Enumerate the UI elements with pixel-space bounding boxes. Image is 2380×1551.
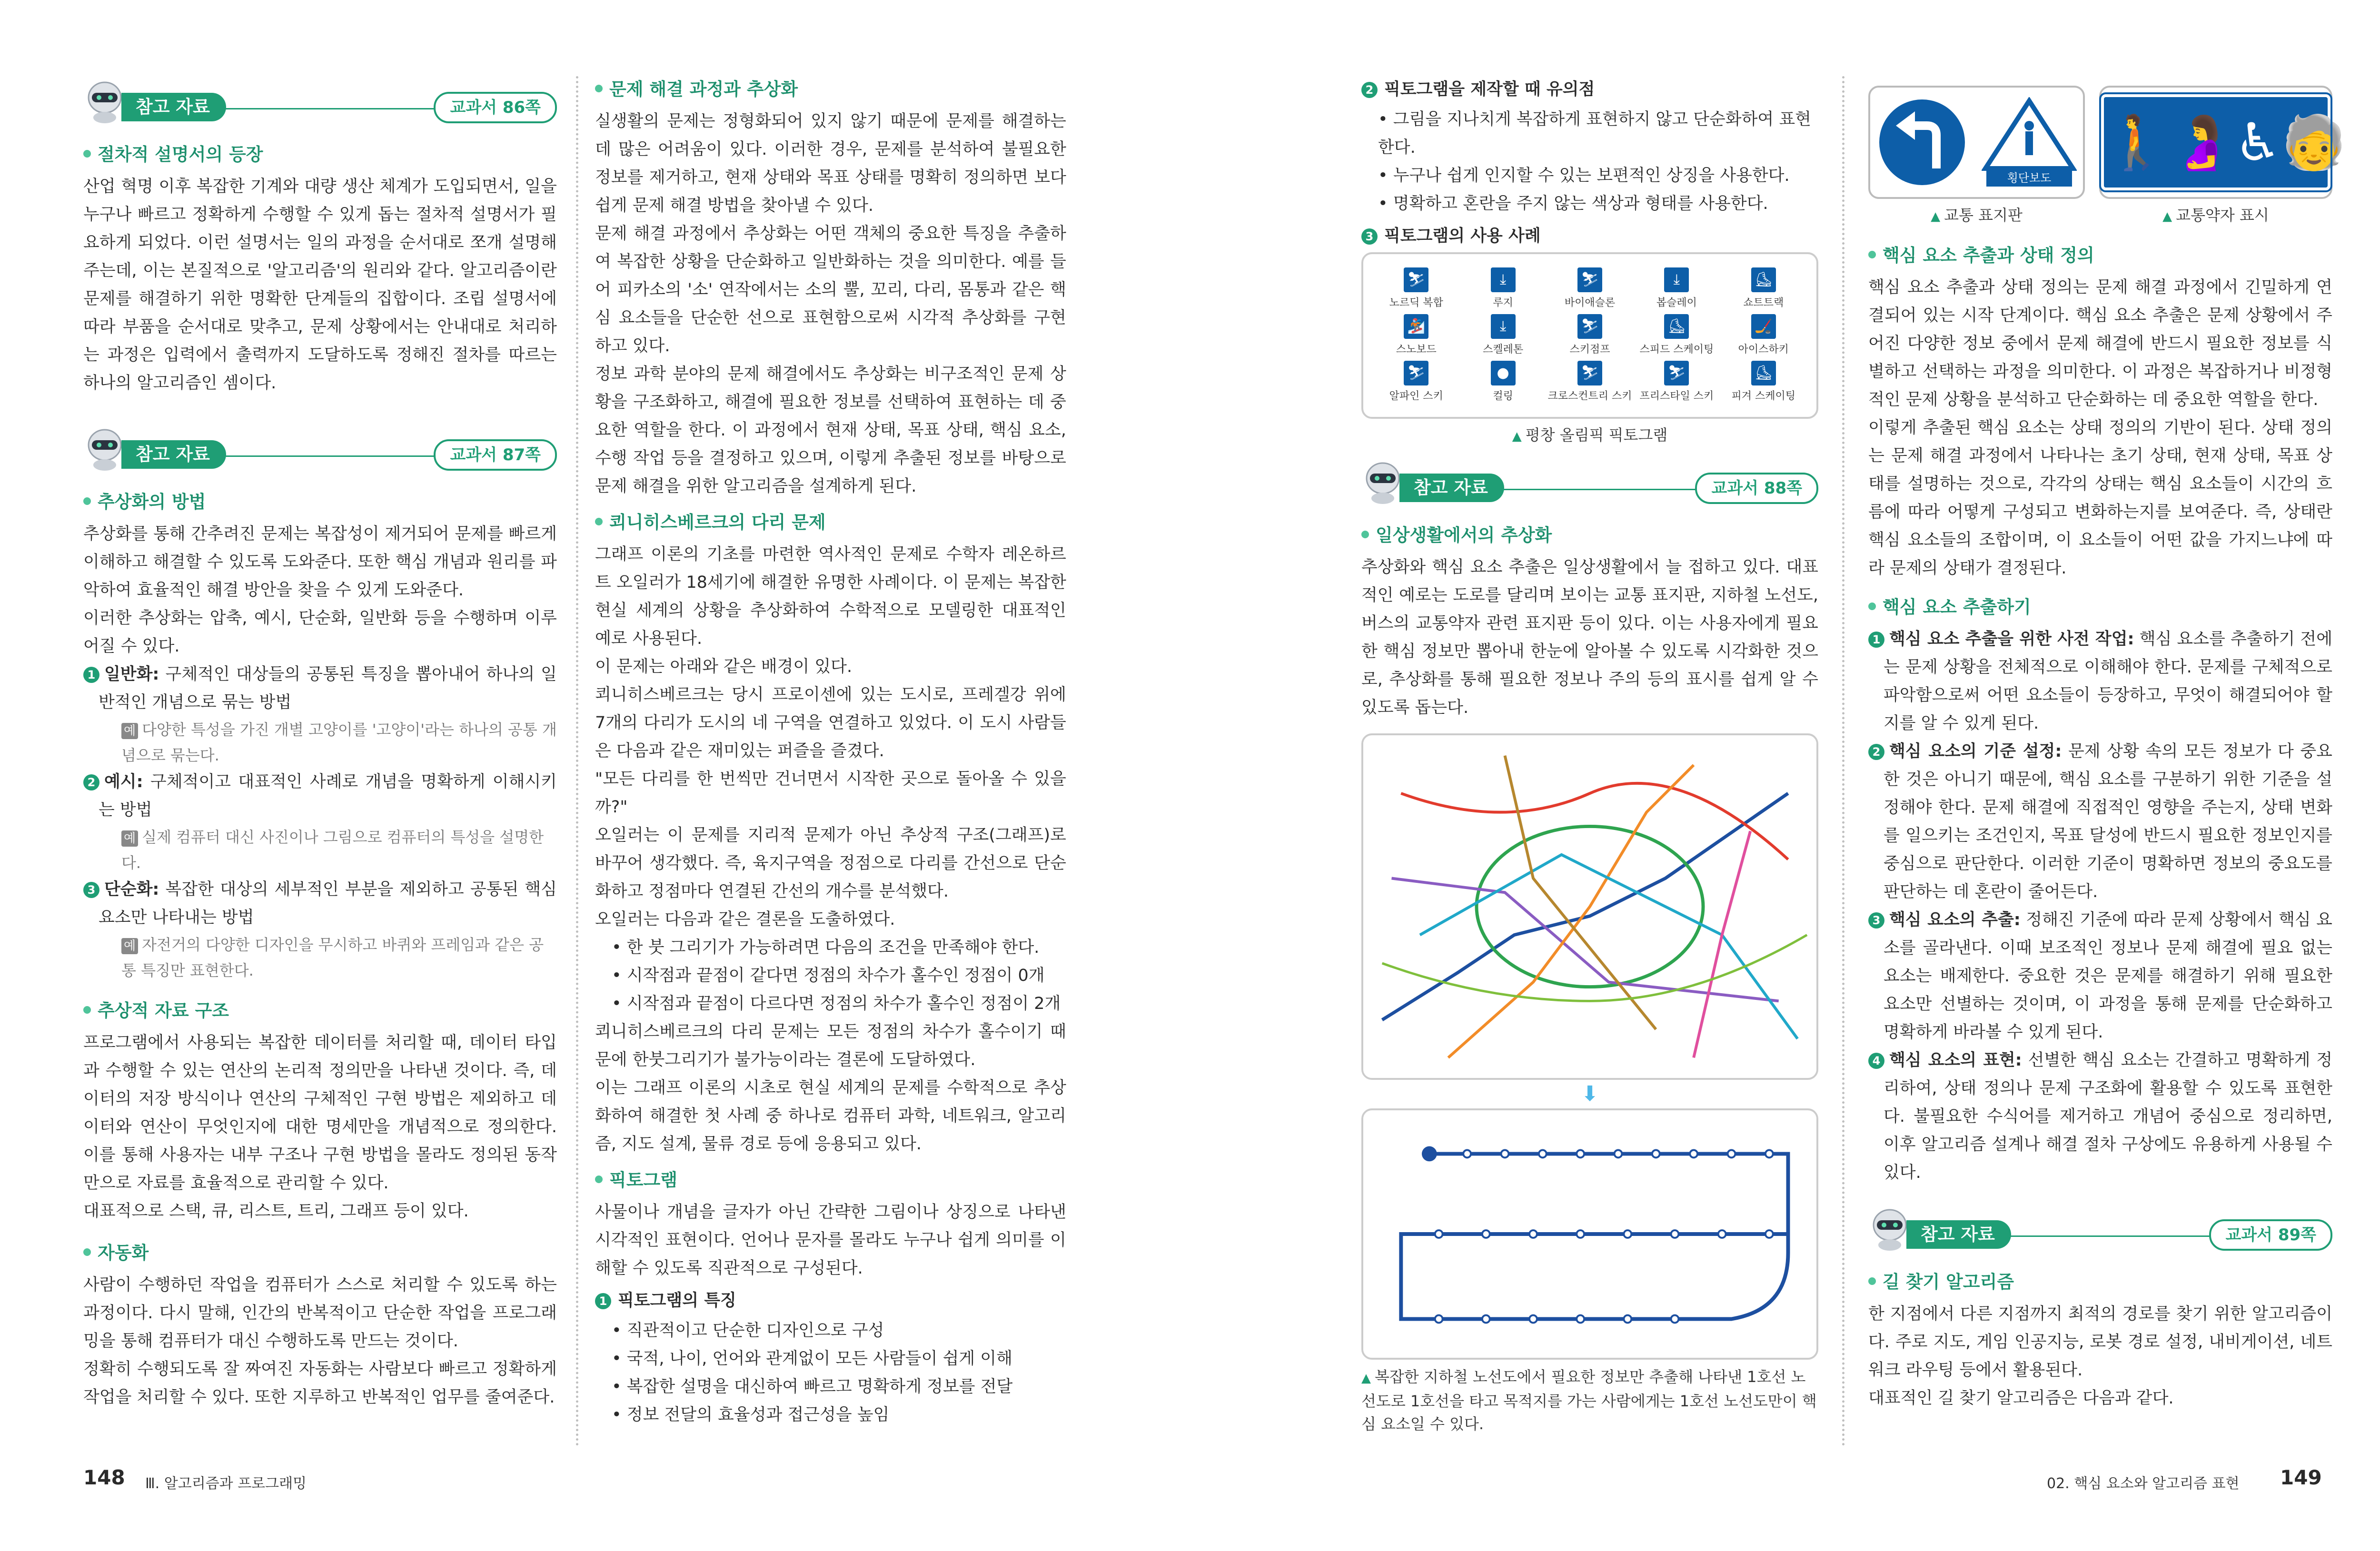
figure-caption: ▲ 교통 표지판 <box>1931 206 2023 224</box>
figure-skating-icon: ⛸ <box>1751 361 1776 385</box>
traffic-sign-figure <box>1868 86 2085 228</box>
list-item: 2 핵심 요소의 기준 설정: 문제 상황 속의 모든 정보가 다 중요한 것은 아니기 때문에, 핵심 요소를 구분하기 위한 기준을 설정해야 한다. 문제 해결에 직접적인 영향을 주는지, 상태 변화를 일으키는 조건인지, 목표 달성에 반드시 필요한 정보인지를 중심으로 판단한다. 이러한 기준이 명확하면 정보의 중요도를 판단하는 데 혼란이 줄어든다. <box>1884 738 2332 906</box>
skeleton-icon: ⤓ <box>1491 314 1516 339</box>
paragraph: 사람이 수행하던 작업을 컴퓨터가 스스로 처리할 수 있도록 하는 과정이다. 다시 말해, 인간의 반복적이고 단순한 작업을 프로그래밍을 통해 컴퓨터가 대신 수행하도록 만드는 것이다. <box>83 1275 557 1351</box>
pictogram: ⛷ 프리스타일 스키 <box>1633 361 1720 404</box>
speed-skating-icon: ⛸ <box>1664 314 1689 339</box>
paragraph: 산업 혁명 이후 복잡한 기계와 대량 생산 체계가 도입되면서, 일을 누구나 빠르고 정확하게 수행할 수 있게 돕는 절차적 설명서가 필요하게 되었다. 이런 설명서는 일의 과정을 순서대로 쪼개 설명해주는데, 이는 본질적으로 '알고리즘'의 원리와 같다. 알고리즘이란 문제를 해결하기 위한 명확한 단계들의 집합이다. 조립 설명서에 따라 부품을 순서대로 맞추고, 문제 상황에서는 안내대로 처리하는 과정은 입력에서 출력까지 도달하도록 정해진 절차를 따르는 하나의 알고리즘인 셈이다. <box>83 177 557 393</box>
pictogram: ⛷ 스키점프 <box>1547 314 1633 357</box>
elderly-icon: 🧓 <box>2281 111 2347 173</box>
paragraph: 한 지점에서 다른 지점까지 최적의 경로를 찾기 위한 알고리즘이다. 주로 지도, 게임 인공지능, 로봇 경로 설정, 내비게이션, 네트워크 라우팅 등에서 활용된다. <box>1868 1304 2332 1380</box>
bullet-item: • 그림을 지나치게 복잡하게 표현하지 않고 단순화하여 표현한다. <box>1378 106 1818 162</box>
pictogram: ⛸ 스피드 스케이팅 <box>1633 314 1720 357</box>
subway-map-full <box>1361 733 1818 1080</box>
section-heading: 자동화 <box>83 1240 557 1266</box>
paragraph: 그래프 이론의 기초를 마련한 역사적인 문제로 수학자 레온하르트 오일러가 18세기에 해결한 유명한 사례이다. 이 문제는 복잡한 현실 세계의 상황을 추상화하여 수학적으로 모델링한 대표적인 예로 사용된다. <box>595 545 1066 648</box>
pictogram: ⤓ 봅슬레이 <box>1633 267 1720 310</box>
left-turn-sign-icon <box>1877 97 1967 188</box>
textbook-page-ref: 교과서 88쪽 <box>1695 473 1818 504</box>
example-note: 예 자전거의 다양한 디자인을 무시하고 바퀴와 프레임과 같은 공통 특징만 표현한다. <box>121 936 544 979</box>
paragraph: 정확히 수행되도록 잘 짜여진 자동화는 사람보다 빠르고 정확하게 작업을 처리할 수 있다. 또한 지루하고 반복적인 업무를 줄여준다. <box>83 1360 557 1407</box>
example-note: 예 실제 컴퓨터 대신 사진이나 그림으로 컴퓨터의 특성을 설명한다. <box>121 828 544 872</box>
bullet-item: • 정보 전달의 효율성과 접근성을 높임 <box>612 1401 1066 1429</box>
sign-images <box>1868 86 2347 228</box>
pictogram: ● 컬링 <box>1459 361 1546 404</box>
figure-caption: ▲ 복잡한 지하철 노선도에서 필요한 정보만 추출해 나타낸 1호선 노선도로 1호선을 타고 목적지를 가는 사람에게는 1호선 노선도만이 핵심 요소일 수 있다. <box>1361 1368 1817 1433</box>
textbook-page-ref: 교과서 87쪽 <box>434 439 557 471</box>
left-page-column-2 <box>595 76 1066 1429</box>
page-footer: Ⅲ. 알고리즘과 프로그래밍 <box>145 1475 307 1492</box>
short-track-icon: ⛸ <box>1751 267 1776 292</box>
figure-caption: ▲ 평창 올림픽 픽토그램 <box>1512 426 1668 444</box>
pregnant-icon: 🤰 <box>2169 111 2234 173</box>
paragraph: 오일러는 다음과 같은 결론을 도출하였다. <box>595 910 895 929</box>
luge-icon: ⤓ <box>1491 267 1516 292</box>
reference-banner <box>1361 459 1818 512</box>
section-heading: 일상생활에서의 추상화 <box>1361 522 1818 549</box>
accessibility-symbols-icon <box>2101 94 2347 190</box>
bullet-item: • 명확하고 혼란을 주지 않는 색상과 형태를 사용한다. <box>1378 190 1818 218</box>
alpine-ski-icon: ⛷ <box>1404 361 1428 385</box>
robot-icon <box>1868 1206 1911 1251</box>
pictogram: ⛸ 쇼트트랙 <box>1720 267 1807 310</box>
pictogram: ⛷ 알파인 스키 <box>1373 361 1459 404</box>
pictogram-grid <box>1361 252 1818 419</box>
textbook-page-ref: 교과서 89쪽 <box>2209 1219 2332 1251</box>
accessibility-sign-figure <box>2099 86 2347 228</box>
list-item: 3 핵심 요소의 추출: 정해진 기준에 따라 문제 상황에서 핵심 요소를 골라낸다. 이때 보조적인 정보나 문제 해결에 필요 없는 요소는 배제한다. 중요한 것은 문제를 해결하기 위해 필요한 요소만 선별하는 것이며, 이 과정을 통해 문제를 단순화하고 명확하게 바라볼 수 있게 된다. <box>1884 906 2332 1047</box>
left-page-column-1 <box>83 79 557 1412</box>
bullet-item: • 복잡한 설명을 대신하여 빠르고 명확하게 정보를 전달 <box>612 1373 1066 1401</box>
paragraph: 사물이나 개념을 글자가 아닌 간략한 그림이나 상징으로 나타낸 시각적인 표현이다. 언어나 문자를 몰라도 누구나 쉽게 의미를 이해할 수 있도록 직관적으로 구성된다. <box>595 1203 1066 1278</box>
paragraph: 실생활의 문제는 정형화되어 있지 않기 때문에 문제를 해결하는 데 많은 어려움이 있다. 이러한 경우, 문제를 분석하여 불필요한 정보를 제거하고, 현재 상태와 목표 상태를 명확히 정의하면 보다 쉽게 문제 해결 방법을 찾아낼 수 있다. <box>595 112 1066 215</box>
paragraph: 이는 그래프 이론의 시초로 현실 세계의 문제를 수학적으로 추상화하여 해결한 첫 사례 중 하나로 컴퓨터 과학, 네트워크, 알고리즘, 지도 설계, 물류 경로 등에 응용되고 있다. <box>595 1078 1066 1154</box>
person-icon: 🚶 <box>2104 111 2169 173</box>
section-heading: 추상적 자료 구조 <box>83 998 557 1024</box>
bullet-item: • 한 붓 그리기가 가능하려면 다음의 조건을 만족해야 한다. <box>612 934 1066 962</box>
subway-line1-map <box>1361 1108 1818 1360</box>
pictogram: ⤓ 스켈레톤 <box>1459 314 1546 357</box>
sub-heading: 1 픽토그램의 특징 <box>595 1287 1066 1314</box>
cross-country-ski-icon: ⛷ <box>1577 361 1602 385</box>
page-footer: 02. 핵심 요소와 알고리즘 표현 <box>2047 1475 2240 1492</box>
paragraph: 이러한 추상화는 압축, 예시, 단순화, 일반화 등을 수행하며 이루어질 수 있다. <box>83 609 557 656</box>
column-divider <box>576 76 578 1447</box>
robot-icon <box>1361 459 1404 504</box>
paragraph: 문제 해결 과정에서 추상화는 어떤 객체의 중요한 특징을 추출하여 복잡한 상황을 단순화하고 일반화하는 것을 의미한다. 예를 들어 피카소의 '소' 연작에서는 소의 뿔, 꼬리, 다리, 몸통과 같은 핵심 요소들을 단순한 선으로 표현함으로써 시각적 추상화를 구현하고 있다. <box>595 224 1066 356</box>
paragraph: 핵심 요소 추출과 상태 정의는 문제 해결 과정에서 긴밀하게 연결되어 있는 시작 단계이다. 핵심 요소 추출은 문제 상황에서 주어진 다양한 정보 중에서 문제 해결에 반드시 필요한 정보를 식별하고 선택하는 과정을 의미한다. 이 과정은 복잡하거나 비정형적인 문제 상황을 분석하고 단순화하는 데 중요한 역할을 한다. <box>1868 278 2332 409</box>
textbook-page-ref: 교과서 86쪽 <box>434 92 557 123</box>
down-arrow-icon: ⬇ <box>1581 1082 1599 1106</box>
crosswalk-sign-icon <box>1982 97 2077 188</box>
pictogram: ⛸ 피겨 스케이팅 <box>1720 361 1807 404</box>
section-heading: 픽토그램 <box>595 1167 1066 1194</box>
pictogram: 🏒 아이스하키 <box>1720 314 1807 357</box>
reference-label: 참고 자료 <box>121 93 226 121</box>
reference-label: 참고 자료 <box>121 440 226 469</box>
reference-banner <box>1868 1206 2332 1258</box>
bullet-item: • 국적, 나이, 언어와 관계없이 모든 사람들이 쉽게 이해 <box>612 1345 1066 1373</box>
pictogram: ⛷ 노르딕 복합 <box>1373 267 1459 310</box>
section-heading: 길 찾기 알고리즘 <box>1868 1269 2332 1295</box>
ice-hockey-icon: 🏒 <box>1751 314 1776 339</box>
quote: "모든 다리를 한 번씩만 건너면서 시작한 곳으로 돌아올 수 있을까?" <box>595 770 1066 817</box>
paragraph: 추상화와 핵심 요소 추출은 일상생활에서 늘 접하고 있다. 대표적인 예로는 도로를 달리며 보이는 교통 표지판, 지하철 노선도, 버스의 교통약자 관련 표지판 등이 있다. 이는 사용자에게 필요한 핵심 정보만 뽑아내 한눈에 알아볼 수 있도록 시각화한 것으로, 추상화를 통해 필요한 정보나 주의 등의 표시를 쉽게 알 수 있도록 돕는다. <box>1361 558 1818 717</box>
page-number: 148 <box>83 1466 125 1489</box>
right-page-column-1 <box>1361 76 1818 1435</box>
section-heading: 핵심 요소 추출하기 <box>1868 594 2332 621</box>
reference-label: 참고 자료 <box>1906 1220 2011 1249</box>
page-number: 149 <box>2280 1466 2322 1489</box>
list-item: 1 일반화: 구체적인 대상들의 공통된 특징을 뽑아내어 하나의 일반적인 개념으로 묶는 방법 <box>99 661 557 717</box>
list-item: 4 핵심 요소의 표현: 선별한 핵심 요소는 간결하고 명확하게 정리하여, 상태 정의나 문제 구조화에 활용할 수 있도록 표현한다. 불필요한 수식어를 제거하고 개념어 중심으로 정리하면, 이후 알고리즘 설계나 해결 절차 구상에도 유용하게 사용될 수 있다. <box>1884 1047 2332 1187</box>
pictogram: ⤓ 루지 <box>1459 267 1546 310</box>
bullet-item: • 누구나 쉽게 인지할 수 있는 보편적인 상징을 사용한다. <box>1378 162 1818 190</box>
paragraph: 오일러는 이 문제를 지리적 문제가 아닌 추상적 구조(그래프)로 바꾸어 생각했다. 즉, 육지구역을 정점으로 다리를 간선으로 단순화하고 정점마다 연결된 간선의 개수를 분석했다. <box>595 826 1066 901</box>
section-heading: 문제 해결 과정과 추상화 <box>595 76 1066 103</box>
pictogram: ⛷ 바이애슬론 <box>1547 267 1633 310</box>
paragraph: 프로그램에서 사용되는 복잡한 데이터를 처리할 때, 데이터 타입과 수행할 수 있는 연산의 논리적 정의만을 나타낸 것이다. 즉, 데이터의 저장 방식이나 연산의 구체적인 구현 방법은 제외하고 데이터와 연산이 무엇인지에 대한 명세만을 개념적으로 정의한다. 이를 통해 사용자는 내부 구조나 구현 방법을 몰라도 정의된 동작만으로 자료를 효율적으로 관리할 수 있다. <box>83 1033 557 1193</box>
paragraph: 쾨니히스베르크의 다리 문제는 모든 정점의 차수가 홀수이기 때문에 한붓그리기가 불가능이라는 결론에 도달하였다. <box>595 1022 1066 1069</box>
ski-jump-icon: ⛷ <box>1577 314 1602 339</box>
paragraph: 추상화를 통해 간추려진 문제는 복잡성이 제거되어 문제를 빠르게 이해하고 해결할 수 있도록 도와준다. 또한 핵심 개념과 원리를 파악하여 효율적인 해결 방안을 찾을 수 있게 도와준다. <box>83 524 557 600</box>
curling-icon: ● <box>1491 361 1516 385</box>
reference-banner <box>83 79 557 131</box>
pictogram: 🏂 스노보드 <box>1373 314 1459 357</box>
list-item: 3 단순화: 복잡한 대상의 세부적인 부분을 제외하고 공통된 핵심 요소만 나타내는 방법 <box>99 876 557 932</box>
list-item: 2 예시: 구체적이고 대표적인 사례로 개념을 명확하게 이해시키는 방법 <box>99 768 557 824</box>
paragraph: 쾨니히스베르크는 당시 프로이센에 있는 도시로, 프레겔강 위에 7개의 다리가 도시의 네 구역을 연결하고 있었다. 이 도시 사람들은 다음과 같은 재미있는 퍼즐을 즐겼다. <box>595 685 1066 761</box>
example-note: 예 다양한 특성을 가진 개별 고양이를 '고양이'라는 하나의 공통 개념으로 묶는다. <box>121 721 557 764</box>
pictogram: ⛷ 크로스컨트리 스키 <box>1547 361 1633 404</box>
bullet-item: • 시작점과 끝점이 다르다면 정점의 차수가 홀수인 정점이 2개 <box>612 990 1066 1018</box>
sub-heading: 2 픽토그램을 제작할 때 유의점 <box>1361 76 1818 103</box>
svg-text:횡단보도: 횡단보도 <box>2007 171 2051 185</box>
section-heading: 추상화의 방법 <box>83 489 557 515</box>
paragraph: 대표적인 길 찾기 알고리즘은 다음과 같다. <box>1868 1389 2174 1408</box>
bullet-item: • 직관적이고 단순한 디자인으로 구성 <box>612 1317 1066 1345</box>
section-heading: 핵심 요소 추출과 상태 정의 <box>1868 242 2332 269</box>
robot-icon <box>83 79 126 124</box>
sub-heading: 3 픽토그램의 사용 사례 <box>1361 223 1818 249</box>
reference-label: 참고 자료 <box>1399 474 1504 502</box>
subway-network-image <box>1363 735 1816 1078</box>
paragraph: 이렇게 추출된 핵심 요소는 상태 정의의 기반이 된다. 상태 정의는 문제 해결 과정에서 나타나는 초기 상태, 현재 상태, 목표 상태를 설명하는 것으로, 각각의 상태는 핵심 요소들이 시간의 흐름에 따라 어떻게 구성되고 변화하는지를 보여준다. 즉, 상태란 핵심 요소들의 조합이며, 이 요소들이 어떤 값을 가지느냐에 따라 문제의 상태가 결정된다. <box>1868 418 2332 578</box>
reference-banner <box>83 426 557 478</box>
freestyle-ski-icon: ⛷ <box>1664 361 1689 385</box>
nordic-combined-icon: ⛷ <box>1404 267 1428 292</box>
right-page-column-2 <box>1868 86 2347 1413</box>
snowboard-icon: 🏂 <box>1404 314 1428 339</box>
bobsleigh-icon: ⤓ <box>1664 267 1689 292</box>
biathlon-icon: ⛷ <box>1577 267 1602 292</box>
paragraph: 이 문제는 아래와 같은 배경이 있다. <box>595 657 853 676</box>
robot-icon <box>83 426 126 471</box>
list-item: 1 핵심 요소 추출을 위한 사전 작업: 핵심 요소를 추출하기 전에는 문제 상황을 전체적으로 이해해야 한다. 문제를 구체적으로 파악함으로써 어떤 요소들이 등장하고, 무엇이 해결되어야 할지를 알 수 있게 된다. <box>1884 625 2332 738</box>
line1-route-image <box>1363 1110 1816 1358</box>
paragraph: 정보 과학 분야의 문제 해결에서도 추상화는 비구조적인 문제 상황을 구조화하고, 해결에 필요한 정보를 선택하여 표현하는 데 중요한 역할을 한다. 이 과정에서 현재 상태, 목표 상태, 핵심 요소, 수행 작업 등을 결정하고 있으며, 이렇게 추출된 정보를 바탕으로 문제 해결을 위한 알고리즘을 설계하게 된다. <box>595 365 1066 496</box>
wheelchair-icon: ♿ <box>2234 112 2281 173</box>
figure-caption: ▲ 교통약자 표시 <box>2162 206 2269 224</box>
column-divider <box>1842 76 1844 1447</box>
section-heading: 쾨니히스베르크의 다리 문제 <box>595 509 1066 536</box>
bullet-item: • 시작점과 끝점이 같다면 정점의 차수가 홀수인 정점이 0개 <box>612 962 1066 990</box>
paragraph: 대표적으로 스택, 큐, 리스트, 트리, 그래프 등이 있다. <box>83 1202 469 1221</box>
section-heading: 절차적 설명서의 등장 <box>83 141 557 168</box>
